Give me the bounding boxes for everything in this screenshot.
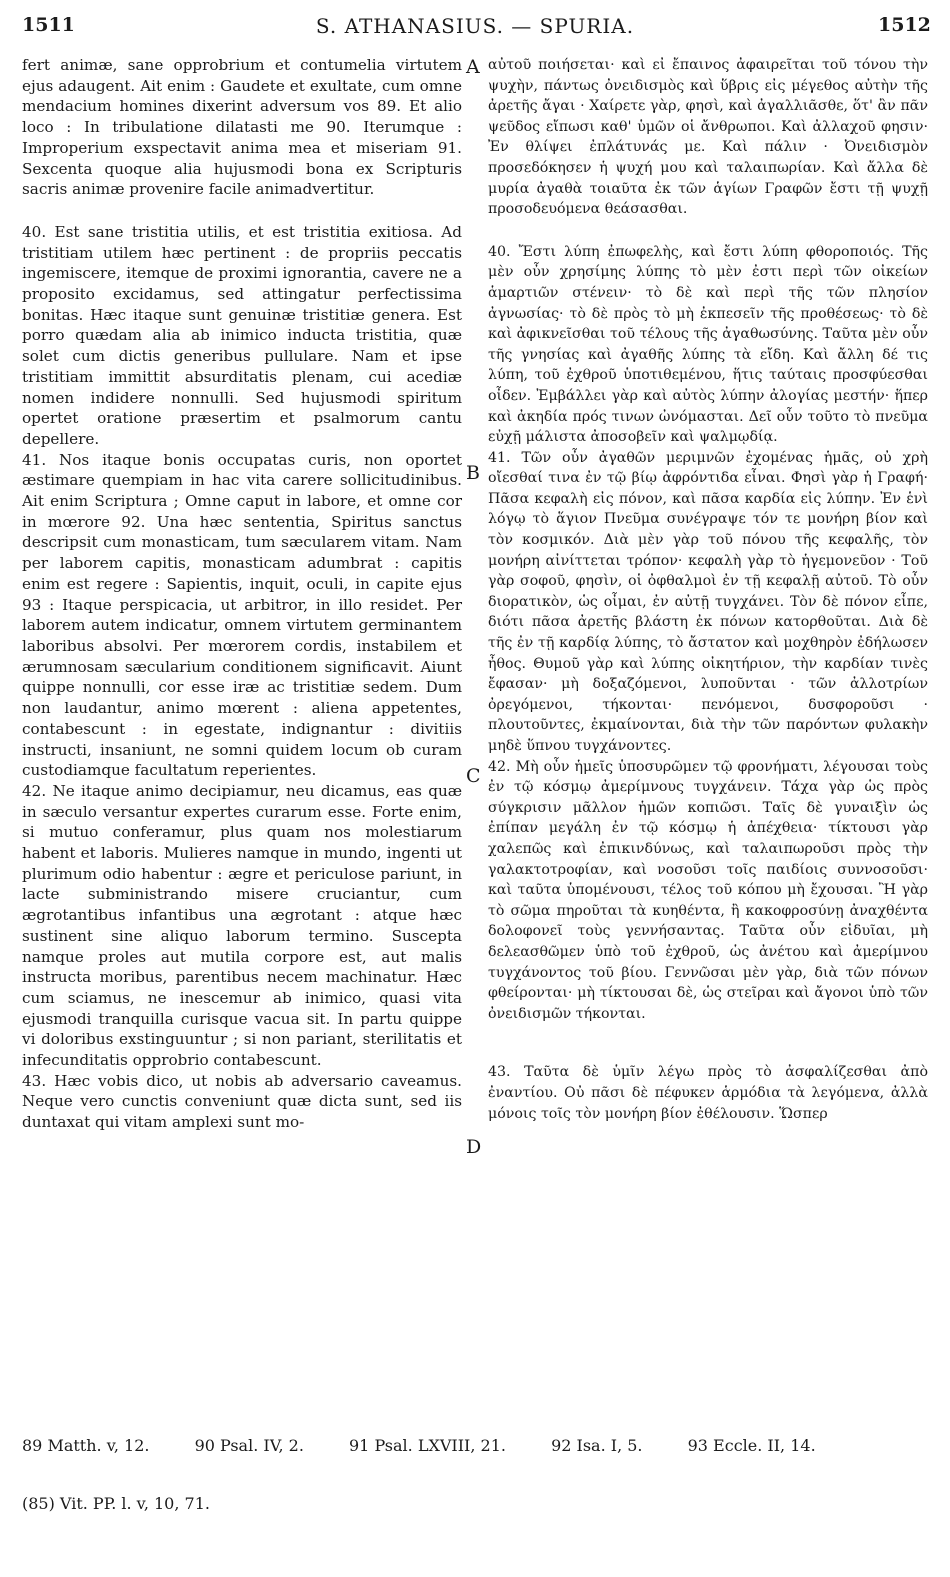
latin-paragraph-40: 40. Est sane tristitia utilis, et est tristitia exitiosa. Ad tristitiam utilem hæc pertinent : de propriis peccatis ingemiscere, itemque de proximi ignorantia, cavere ne a proposito excidamus, sed attingatur perfectissima bonitas. Hæc itaque sunt genuinæ tristitiæ genera. Est porro quædam alia ab inimico inducta tristitia, quæ solet cum dictis generibus pullulare. Nam et ipse tristitiam immittit absurditatis plenam, cui acediæ nomen indidere nonnulli. Sed hujusmodi spiritum opertet oratione præsertim et psalmorum cantu depellere. (22, 222, 462, 448)
latin-paragraph-intro: fert animæ, sane opprobrium et contumelia virtutem ejus adaugent. Ait enim : Gaudete et exultate, cum omne mendacium homines dixerint adversum vos 89. Et alio loco : In tribulatione dilatasti me 90. Iterumque : Improperium exspectavit anima mea et miseriam 91. Sexcenta quoque alia hujusmodi bona ex Scripturis sacris animæ provenire facile animadvertitur. (22, 56, 462, 199)
running-title: S. ATHANASIUS. — SPURIA. (315, 14, 635, 38)
margin-letter-c: C (466, 765, 481, 787)
greek-paragraph-43: 43. Ταῦτα δὲ ὑμῖν λέγω πρὸς τὸ ἀσφαλίζεσθαι ἀπὸ ἐναντίου. Οὐ πᾶσι δὲ πέφυκεν ἁρμόδια τὰ λεγόμενα, ἀλλὰ μόνοις τοῖς τὸν μονήρη βίον ἐθέλουσιν. Ὥσπερ (488, 1064, 928, 1122)
footnote-90: 90 Psal. IV, 2. (194, 1436, 304, 1455)
greek-paragraph-intro: αὐτοῦ ποιήσεται· καὶ εἰ ἔπαινος ἀφαιρεῖται τοῦ τόνου τὴν ψυχὴν, πάντως ὀνειδισμὸς καὶ ὕβρις εἰς μέγεθος αὐτὴν τῆς ἀρετῆς ἄγαι · Χαίρετε γὰρ, φησὶ, καὶ ἀγαλλιᾶσθε, ὅτ' ἂν πᾶν ψεῦδος εἴπωσι καθ' ὑμῶν οἱ ἄνθρωποι. Καὶ ἀλλαχοῦ φησιν· Ἐν θλίψει ἐπλάτυνάς με. Καὶ πάλιν · Ὀνειδισμὸν προσεδόκησεν ἡ ψυχή μου καὶ ταλαιπωρίαν. Καὶ ἄλλα δὲ μυρία ἀγαθὰ τοιαῦτα ἐκ τῶν ἁγίων Γραφῶν ἔστι τῇ ψυχῇ προσοδευόμενα θεάσασθαι. (488, 57, 928, 218)
margin-letter-a: A (466, 56, 480, 78)
greek-column (488, 55, 928, 1124)
latin-column (22, 55, 462, 1133)
page-number-right: 1512 (878, 14, 931, 36)
margin-letter-d: D (466, 1136, 482, 1158)
footnote-92: 92 Isa. I, 5. (551, 1436, 643, 1455)
running-header (0, 14, 950, 44)
editorial-note: (85) Vit. PP. l. v, 10, 71. (22, 1494, 210, 1513)
greek-paragraph-40: 40. Ἔστι λύπη ἐπωφελὴς, καὶ ἔστι λύπη φθοροποιός. Τῆς μὲν οὖν χρησίμης λύπης τὸ μὲν ἐστι περὶ τῶν οἰκείων ἁμαρτιῶν στένειν· τὸ δὲ καὶ περὶ τῆς τῶν πλησίον ἀγνωσίας· τὸ δὲ πρὸς τὸ μὴ ἐκπεσεῖν τῆς προθέσεως· τὸ δὲ καὶ ἀφικνεῖσθαι τοῦ τέλους τῆς ἀγαθωσύνης. Ταῦτα μὲν οὖν τῆς γνησίας καὶ ἀγαθῆς λύπης τὰ εἴδη. Καὶ ἄλλη δέ τις λύπη, τοῦ ἐχθροῦ ὑποτιθεμένου, ἥτις ταύταις προσφύεσθαι οἶδεν. Ἐμβάλλει γὰρ καὶ αὐτὸς λύπην ἀλογίας μεστήν· ἥπερ καὶ ἀκηδία πρός τινων ὠνόμασται. Δεῖ οὖν τοῦτο τὸ πνεῦμα εὐχῇ μάλιστα ἀποσοβεῖν καὶ ψαλμῳδίᾳ. (488, 243, 928, 446)
footnote-91: 91 Psal. LXVIII, 21. (349, 1436, 506, 1455)
margin-letter-b: B (466, 462, 480, 484)
latin-paragraph-43: 43. Hæc vobis dico, ut nobis ab adversario caveamus. Neque vero cunctis conveniunt quæ dicta sunt, sed iis duntaxat qui vitam amplexi sunt mo- (22, 1071, 462, 1132)
greek-paragraph-41: 41. Τῶν οὖν ἀγαθῶν μεριμνῶν ἐχομένας ἡμᾶς, οὐ χρὴ οἴεσθαί τινα ἐν τῷ βίῳ ἀφρόντιδα εἶναι. Φησὶ γὰρ ἡ Γραφή· Πᾶσα κεφαλὴ εἰς πόνον, καὶ πᾶσα καρδία εἰς λύπην. Ἐν ἑνὶ λόγῳ τὸ ἅγιον Πνεῦμα συνέγραψε τόν τε μονήρη βίον καὶ τὸν κοσμικόν. Διὰ μὲν γὰρ τοῦ πόνου τῆς κεφαλῆς, τὸν μονήρη αἰνίττεται τρόπον· κεφαλὴ γὰρ τὸ ἡγεμονεῦον · Τοῦ γὰρ σοφοῦ, φησὶν, οἱ ὀφθαλμοὶ ἐν τῇ κεφαλῇ αὐτοῦ. Τὸ οὖν διορατικὸν, ὡς οἶμαι, ἐν αὐτῇ τυγχάνει. Τὸν δὲ πόνον εἶπε, διότι πᾶσα ἀρετῆς βλάστη ἐκ πόνων κατορθοῦται. Διὰ δὲ τῆς ἐν τῇ καρδίᾳ λύπης, τὸ ἄστατον καὶ μοχθηρὸν ἐδήλωσεν ἦθος. Θυμοῦ γὰρ καὶ λύπης οἰκητήριον, τὴν καρδίαν τινὲς ἔφασαν· μὴ δοξαζόμενοι, λυποῦνται · τῶν ἀλλοτρίων ὀρεγόμενοι, τήκονται· πενόμενοι, δυσφοροῦσι · πλουτοῦντες, ἐκμαίνονται, διὰ τὴν τῶν παρόντων φυλακὴν μηδὲ ὕπνου τυγχάνοντες. (488, 449, 928, 754)
latin-paragraph-42: 42. Ne itaque animo decipiamur, neu dicamus, eas quæ in sæculo versantur expertes curarum esse. Forte enim, si mutuo conferamur, plus quam nos molestiarum habent et laboris. Mulieres namque in mundo, ingenti ut plurimum odio habentur : ægre et periculose pariunt, in lacte subministrando misere cruciantur, cum ægrotantibus infantibus una ægrotant : atque hæc sustinent sine aliquo laborum termino. Suscepta namque proles aut mutila corpore est, aut malis instructa moribus, parentibus necem machinatur. Hæc cum sciamus, ne inescemur ab inimico, quasi vita ejusmodi tranquilla curisque vacua sit. In partu quippe vi doloribus exstinguuntur ; si non pariant, sterilitatis et infecunditatis opprobrio contabescunt. (22, 781, 462, 1070)
latin-paragraph-41: 41. Nos itaque bonis occupatas curis, non oportet æstimare quempiam in hac vita carere sollicitudinibus. Ait enim Scriptura ; Omne caput in labore, et omne cor in mœrore 92. Una hæc sententia, Spiritus sanctus descripsit cum monasticam, tum sæcularem vitam. Nam per laborem capitis, monasticam adumbrat : capitis enim est regere : Sapientis, inquit, oculi, in capite ejus 93 : Itaque perspicacia, ut arbitror, in illo residet. Per laborem autem indicatur, omnem virtutem germinantem laboribus absolvi. Per mœrorem cordis, instabilem et ærumnosam sæcularium conditionem significavit. Aiunt quippe nonnulli, cor esse iræ ac tristitiæ sedem. Dum non laudantur, animo mœrent : aliena appetentes, contabescunt : in egestate, indignantur : divitiis instructi, insaniunt, ne somni quidem locum ob curam custodiamque facultatum reperientes. (22, 450, 462, 780)
greek-paragraph-42: 42. Μὴ οὖν ἡμεῖς ὑποσυρῶμεν τῷ φρονήματι, λέγουσαι τοὺς ἐν τῷ κόσμῳ ἀμερίμνους τυγχάνειν. Τάχα γὰρ ὡς πρὸς σύγκρισιν μᾶλλον ἡμῶν κοπιῶσι. Ταῖς δὲ γυναιξὶν ὡς ἐπίπαν μεγάλη ἐν τῷ κόσμῳ ἡ ἀπέχθεια· τίκτουσι γὰρ χαλεπῶς καὶ ἐπικινδύνως, καὶ ταλαιπωροῦσι πρὸς τὴν γαλακτοτροφίαν, καὶ νοσοῦσι τοῖς παιδίοις συννοσοῦσι· καὶ ταῦτα ὑπομένουσι, τέλος τοῦ κόπου μὴ ἔχουσαι. Ἢ γὰρ τὸ σῶμα πηροῦται τὰ κυηθέντα, ἢ κακοφροσύνῃ ἀναχθέντα δολοφονεῖ τοὺς γεννήσαντας. Ταῦτα οὖν εἰδυῖαι, μὴ δελεασθῶμεν ὑπὸ τοῦ ἐχθροῦ, ὡς ἀνέτου καὶ ἀμερίμνου τυγχάνοντος τοῦ βίου. Γεννῶσαι μὲν γὰρ, διὰ τῶν πόνων φθείρονται· μὴ τίκτουσαι δὲ, ὡς στεῖραι καὶ ἄγονοι ὑπὸ τῶν ὀνειδισμῶν τήκονται. (488, 758, 928, 1022)
page-number-left: 1511 (22, 14, 75, 36)
footnote-93: 93 Eccle. II, 14. (687, 1436, 816, 1455)
footnote-89: 89 Matth. v, 12. (22, 1436, 150, 1455)
footnotes (22, 1436, 932, 1455)
